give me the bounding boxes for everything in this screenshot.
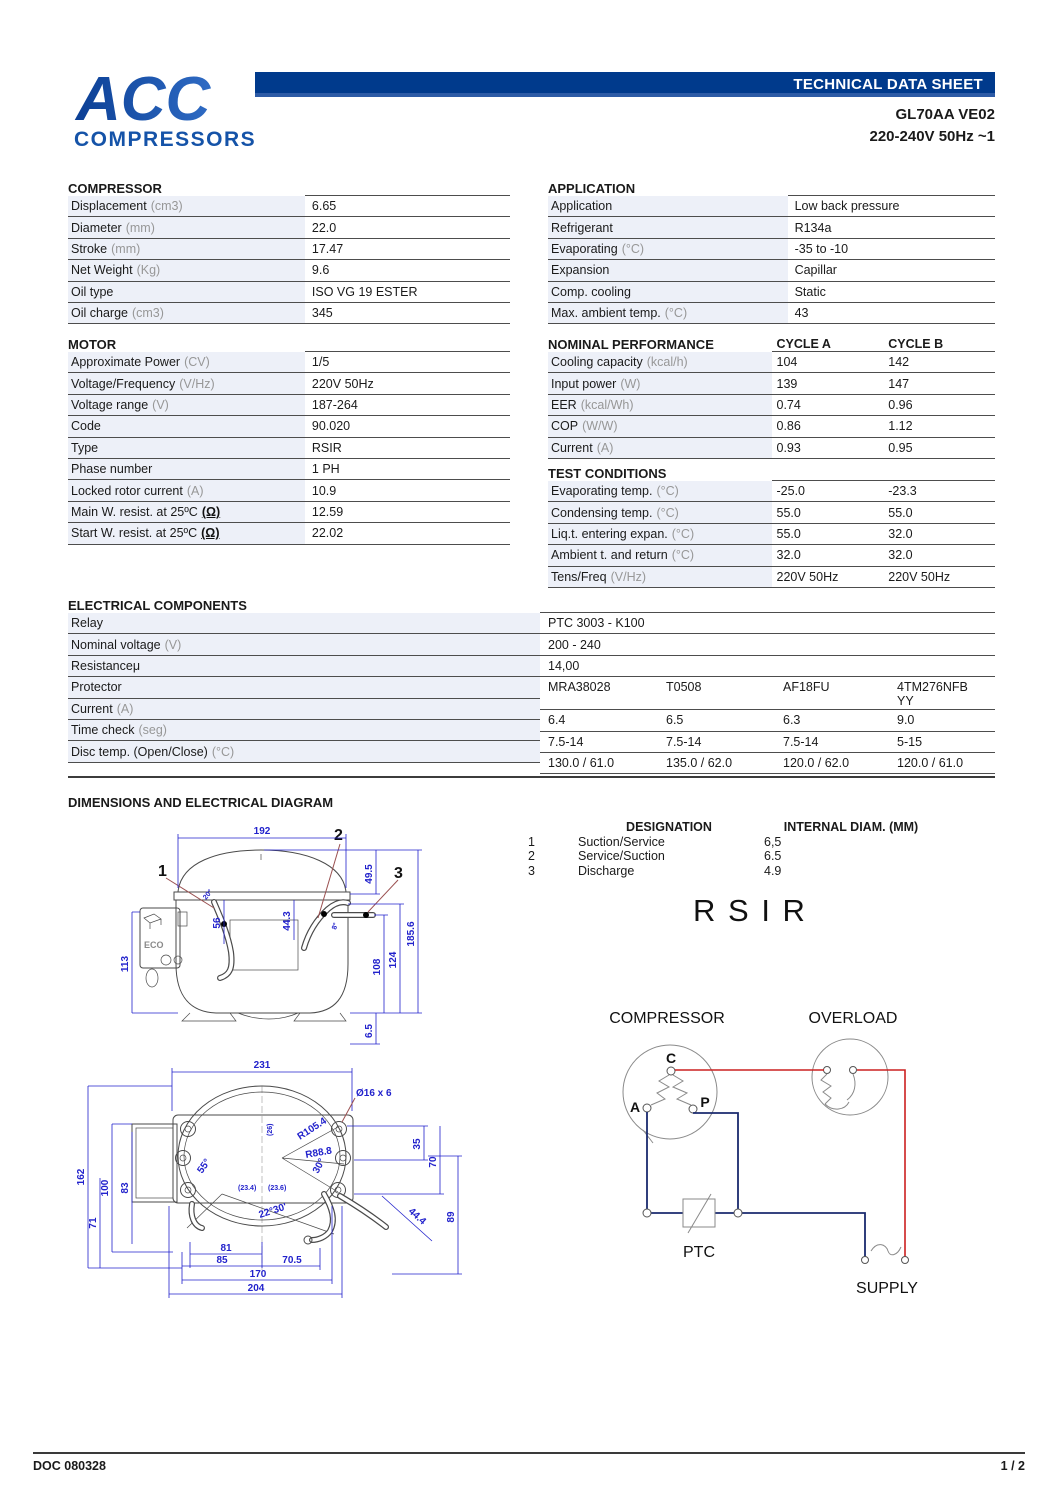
callout-2: 2 (334, 827, 343, 844)
body-outline (132, 1086, 386, 1270)
table-row: Disc temp. (Open/Close) (°C) (68, 741, 540, 762)
table-row: COP (W/W) 0.86 1.12 (548, 416, 995, 437)
terminal-a: A (629, 1099, 641, 1115)
compressor-side-view-drawing (78, 812, 478, 1062)
overload-label: OVERLOAD (808, 1010, 898, 1027)
dim-70-5: 70.5 (282, 1255, 302, 1266)
table-row: Refrigerant R134a (548, 217, 995, 238)
eco-label: ECO (144, 940, 164, 950)
dim-83: 83 (120, 1182, 131, 1194)
application-table (548, 176, 995, 324)
body-outline (174, 850, 350, 1021)
sheet-title-bar (255, 72, 995, 97)
dim-r88: R88.8 (304, 1145, 333, 1161)
title-underline (305, 332, 510, 352)
dim-26: (26) (267, 1123, 274, 1136)
compressor-bottom-view-drawing (72, 1056, 482, 1316)
internal-diam-header: INTERNAL DIAM. (MM) (783, 820, 919, 834)
angle-55: 55° (195, 1157, 214, 1176)
dim-r105: R105.4 (295, 1115, 329, 1143)
table-row: MRA38028 T0508 AF18FU 4TM276NFBYY (540, 677, 995, 710)
resistance-value: 14,00 (548, 658, 580, 673)
motor-title: MOTOR (68, 337, 117, 352)
terminal-box (140, 908, 187, 987)
table-row: EER (kcal/Wh) 0.74 0.96 (548, 395, 995, 416)
terminal-c: C (665, 1050, 677, 1066)
dim-44-3: 44.3 (282, 911, 293, 931)
table-row: 7.5-14 7.5-14 7.5-14 5-15 (540, 732, 995, 753)
dim-85: 85 (216, 1255, 228, 1266)
table-row: Approximate Power (CV) 1/5 (68, 352, 510, 373)
dim-56: 56 (212, 917, 223, 929)
compressor-table (68, 176, 510, 324)
sheet-title: TECHNICAL DATA SHEET (793, 76, 983, 93)
application-title: APPLICATION (548, 181, 636, 196)
table-row (540, 613, 995, 634)
title-underline (305, 176, 510, 196)
table-row (540, 634, 995, 655)
dim-hole: Ø16 x 6 (356, 1088, 392, 1099)
designation-header: DESIGNATION (626, 820, 712, 834)
dim-70: 70 (428, 1156, 439, 1168)
electrical-circuit-diagram (595, 995, 995, 1315)
table-row: Type RSIR (68, 438, 510, 459)
test-conditions-title: TEST CONDITIONS (548, 466, 667, 481)
table-row: Ambient t. and return (°C) 32.0 32.0 (548, 545, 995, 566)
dim-113: 113 (120, 955, 131, 973)
dim-23-6: (23.6) (268, 1185, 287, 1192)
wires (643, 1070, 909, 1264)
title-underline (772, 461, 996, 481)
dimension-lines (120, 826, 422, 1044)
cycle-a-header: CYCLE A (776, 337, 831, 351)
relay-value: PTC 3003 - K100 (548, 616, 645, 631)
dim-231: 231 (253, 1060, 271, 1071)
overload-symbol (812, 1039, 888, 1115)
table-row: Oil charge (cm3) 345 (68, 303, 510, 324)
model-block (869, 104, 995, 148)
dim-49-5: 49.5 (364, 864, 375, 884)
angle-22-30: 22°30' (257, 1201, 289, 1221)
table-row: Displacement (cm3) 6.65 (68, 196, 510, 217)
title-underline (540, 593, 995, 613)
table-row: Max. ambient temp. (°C) 43 (548, 303, 995, 324)
table-row: Liq.t. entering expan. (°C) 55.0 32.0 (548, 524, 995, 545)
dim-108: 108 (372, 958, 383, 976)
designation-table (528, 820, 940, 878)
dim-89: 89 (446, 1211, 457, 1223)
table-row (540, 656, 995, 677)
electrical-values (540, 613, 995, 774)
motor-table (68, 332, 510, 545)
electrical-labels (68, 613, 540, 763)
table-row: Voltage/Frequency (V/Hz) 220V 50Hz (68, 373, 510, 394)
table-row: Net Weight (Kg) 9.6 (68, 260, 510, 281)
dim-192: 192 (253, 826, 271, 837)
callout-3: 3 (394, 865, 403, 882)
dim-204: 204 (247, 1283, 265, 1294)
table-row: 1 Suction/Service 6,5 (528, 834, 782, 849)
angle-30: 30° (310, 1156, 328, 1176)
supply-label: SUPPLY (856, 1280, 918, 1297)
table-row: 3 Discharge 4.9 (528, 863, 782, 878)
table-row: 6.4 6.5 6.3 9.0 (540, 710, 995, 731)
nominal-performance-table (548, 332, 995, 459)
table-row: Current (A) (68, 699, 540, 720)
dim-44-4: 44.4 (405, 1206, 428, 1228)
dim-71: 71 (88, 1217, 99, 1229)
dimensions-title: DIMENSIONS AND ELECTRICAL DIAGRAM (68, 795, 334, 810)
dim-124: 124 (388, 951, 399, 969)
table-row: Input power (W) 139 147 (548, 373, 995, 394)
table-row: Application Low back pressure (548, 196, 995, 217)
table-row: Cooling capacity (kcal/h) 104 142 (548, 352, 995, 373)
dim-6-5: 6.5 (364, 1024, 375, 1038)
ptc-label: PTC (683, 1244, 715, 1261)
cycle-b-header: CYCLE B (888, 337, 944, 351)
electrical-title: ELECTRICAL COMPONENTS (68, 598, 247, 613)
table-row: Voltage range (V) 187-264 (68, 395, 510, 416)
table-row: Relay (68, 613, 540, 634)
table-row: 130.0 / 61.0 135.0 / 62.0 120.0 / 62.0 120.0 / 61.0 (540, 753, 995, 774)
title-underline (788, 176, 995, 196)
table-row: Expansion Capillar (548, 260, 995, 281)
logo-acc-text: ACC (76, 65, 211, 134)
table-row: Resistanceμ (68, 656, 540, 677)
nominal-performance-title: NOMINAL PERFORMANCE (548, 337, 714, 352)
table-row: Stroke (mm) 17.47 (68, 239, 510, 260)
dim-35: 35 (412, 1138, 423, 1150)
table-row: Evaporating (°C) -35 to -10 (548, 239, 995, 260)
page-number: 1 / 2 (1000, 1459, 1025, 1473)
dim-170: 170 (249, 1269, 267, 1280)
table-row: Locked rotor current (A) 10.9 (68, 480, 510, 501)
dimension-lines (76, 1060, 462, 1298)
logo-compressors-text: COMPRESSORS (74, 128, 257, 151)
tubes (214, 902, 373, 978)
dim-23-4: (23.4) (238, 1185, 257, 1192)
callout-1: 1 (158, 863, 167, 880)
dim-81: 81 (220, 1243, 232, 1254)
table-row: Phase number 1 PH (68, 459, 510, 480)
table-row: Nominal voltage (V) (68, 634, 540, 655)
table-row: Comp. cooling Static (548, 282, 995, 303)
model-power: 220-240V 50Hz ~1 (869, 128, 995, 145)
table-row: 2 Service/Suction 6.5 (528, 849, 782, 863)
angle-8: 8° (331, 922, 340, 931)
angle-20: 20° (202, 888, 215, 902)
dim-100: 100 (100, 1179, 111, 1197)
table-row: Time check (seg) (68, 720, 540, 741)
dim-162: 162 (76, 1168, 87, 1186)
terminal-p: P (700, 1094, 710, 1110)
table-row: Oil type ISO VG 19 ESTER (68, 282, 510, 303)
nominal-voltage-value: 200 - 240 (548, 637, 601, 652)
table-row: Current (A) 0.93 0.95 (548, 438, 995, 459)
table-row: Evaporating temp. (°C) -25.0 -23.3 (548, 481, 995, 502)
table-row: Main W. resist. at 25ºC (Ω) 12.59 (68, 502, 510, 523)
table-row: Diameter (mm) 22.0 (68, 217, 510, 238)
compressor-label: COMPRESSOR (609, 1010, 725, 1027)
page-footer (33, 1452, 1025, 1473)
model-name: GL70AA VE02 (895, 106, 995, 123)
compressor-symbol (623, 1045, 717, 1143)
electrical-components-table (68, 593, 995, 774)
table-row: Protector (68, 677, 540, 698)
dim-185-6: 185.6 (406, 921, 417, 947)
compressor-title: COMPRESSOR (68, 181, 162, 196)
motor-type-text: R S I R (693, 893, 807, 928)
table-row: Tens/Freq (V/Hz) 220V 50Hz 220V 50Hz (548, 567, 995, 588)
table-bottom-rule (68, 776, 995, 778)
table-row: Code 90.020 (68, 416, 510, 437)
table-row: Condensing temp. (°C) 55.0 55.0 (548, 502, 995, 523)
doc-number: DOC 080328 (33, 1459, 106, 1473)
test-conditions-table (548, 461, 995, 588)
acc-compressors-logo (72, 62, 262, 158)
table-row: Start W. resist. at 25ºC (Ω) 22.02 (68, 523, 510, 544)
